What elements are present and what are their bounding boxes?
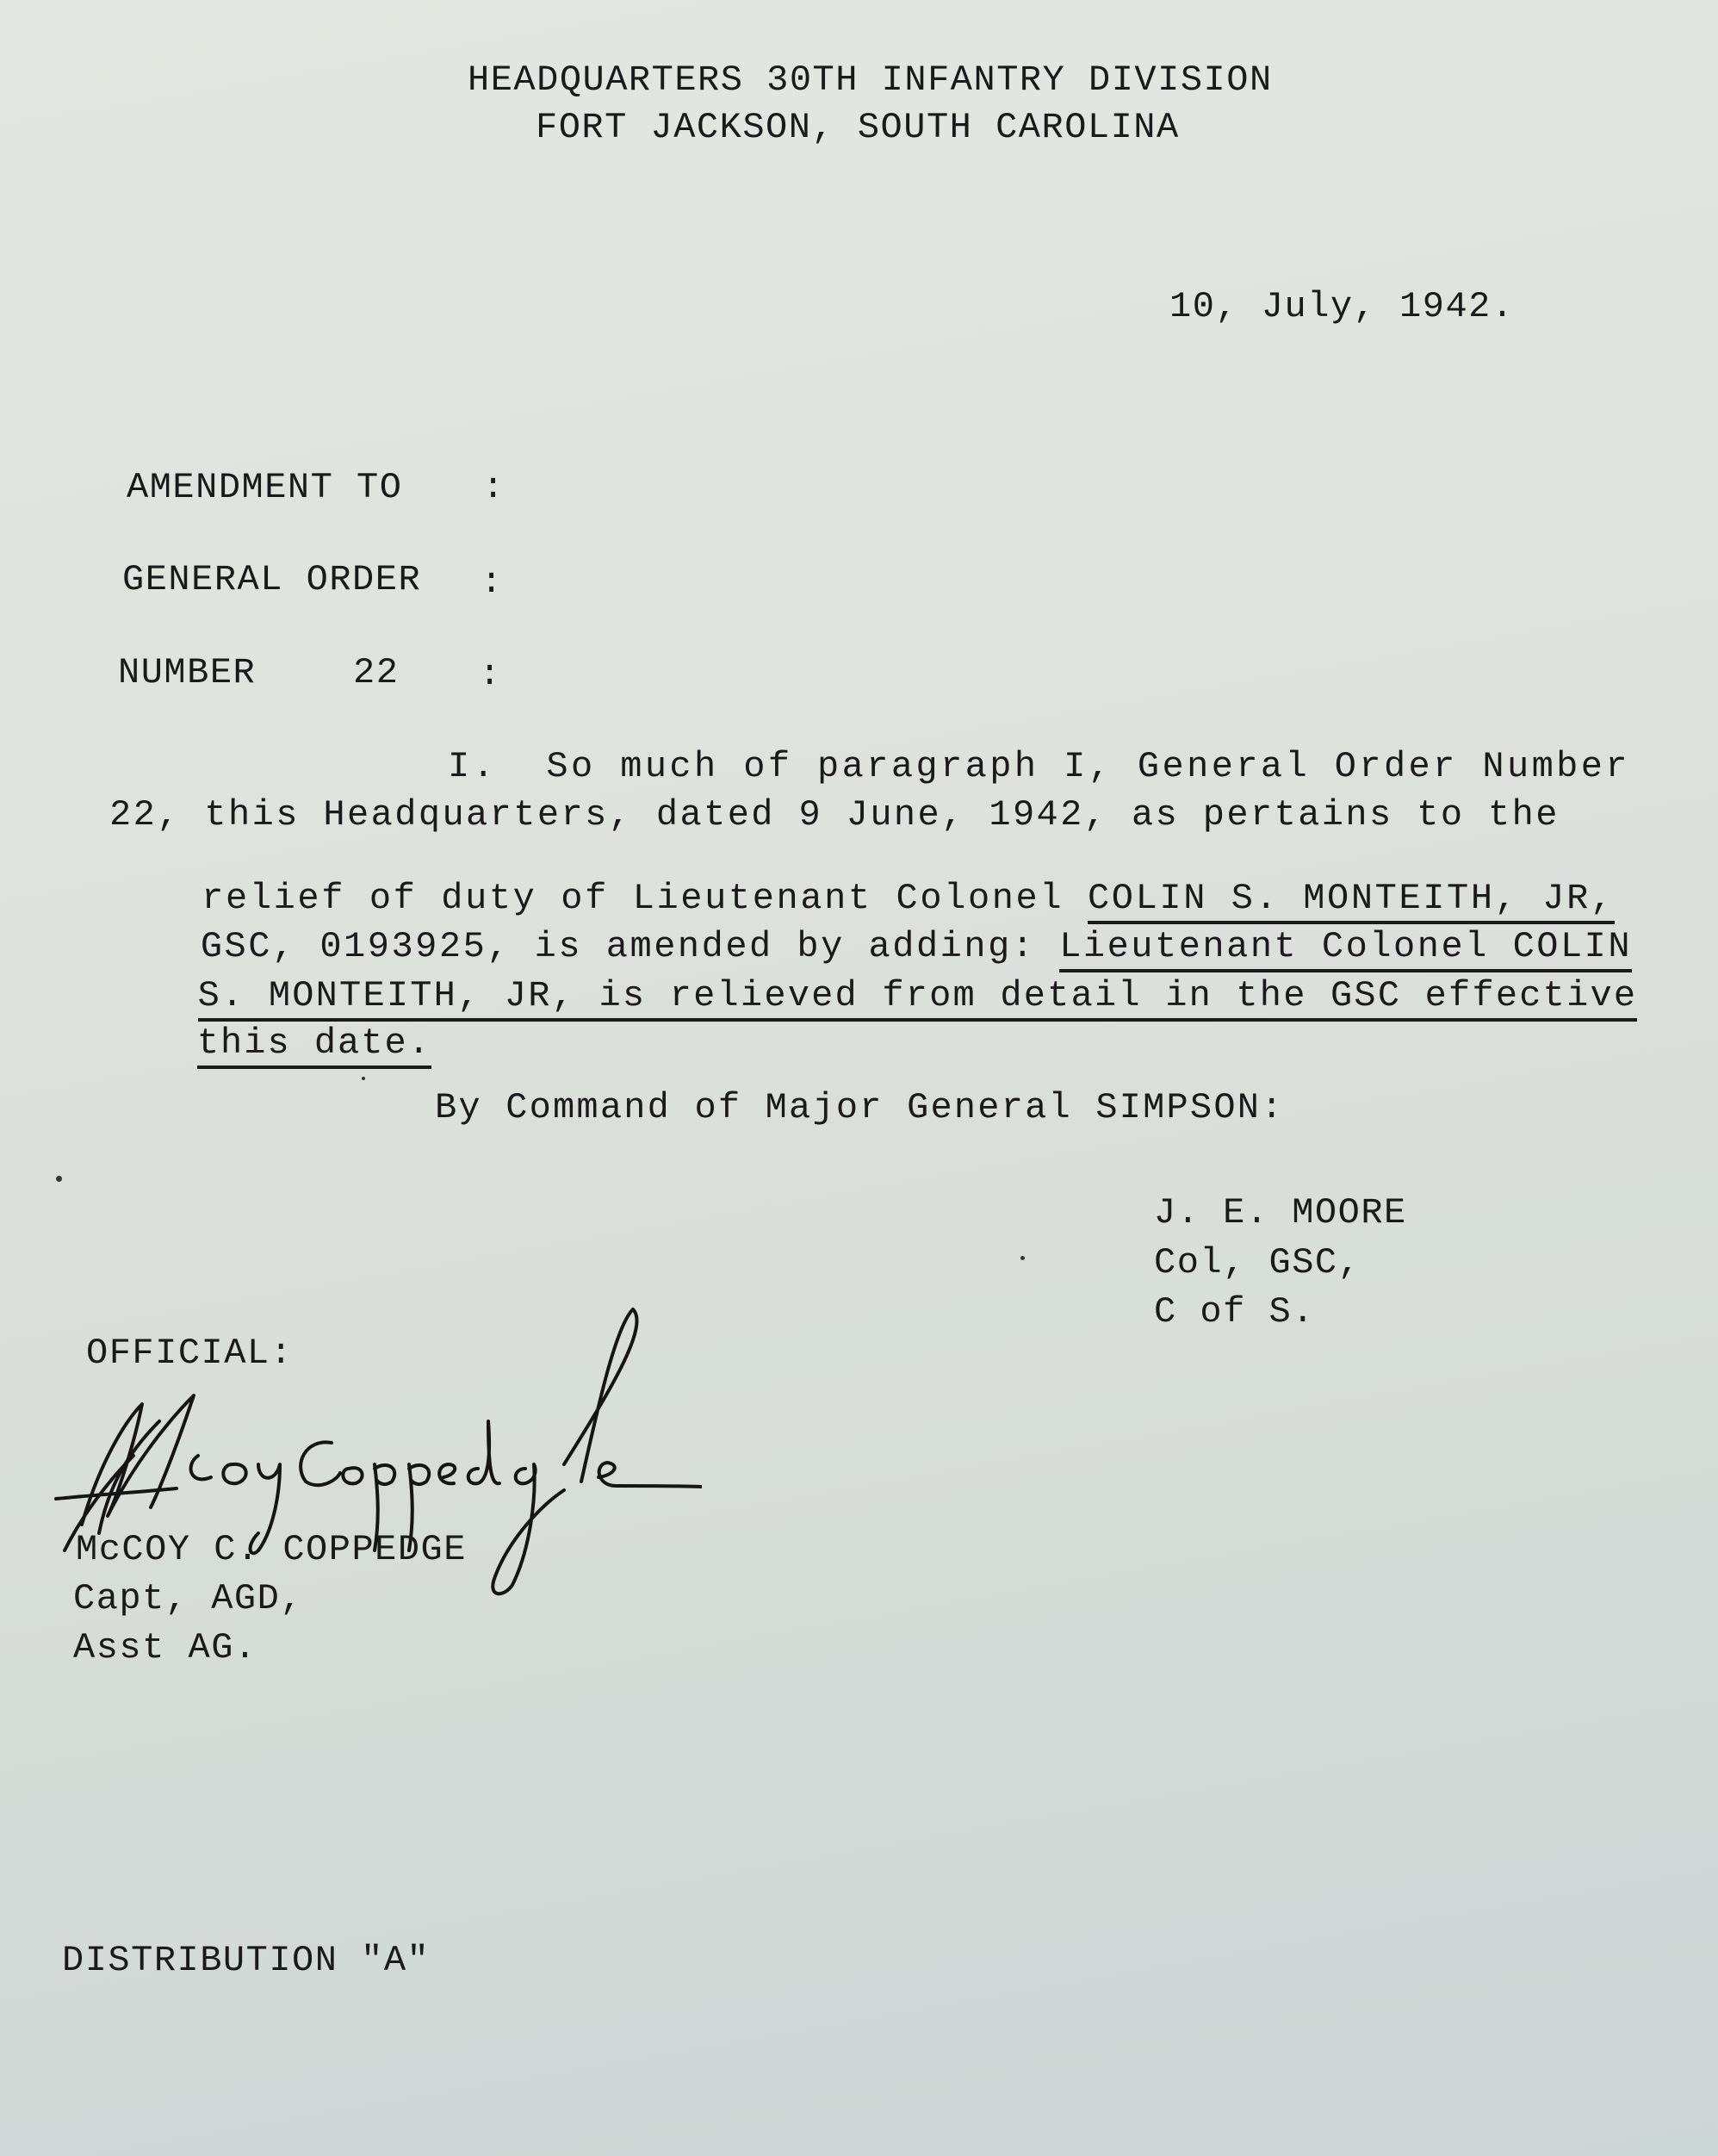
- command-line: By Command of Major General SIMPSON:: [435, 1087, 1285, 1128]
- subject-line-3-label: NUMBER: [118, 652, 257, 693]
- officer-name-underlined: COLIN S. MONTEITH, JR,: [1088, 878, 1615, 924]
- amendment-text-underlined-2: S. MONTEITH, JR, is relieved from detail in the GSC effective: [198, 975, 1638, 1022]
- paper-speck: [362, 1077, 365, 1080]
- cos-title: C of S.: [1154, 1291, 1315, 1333]
- official-label: OFFICIAL:: [86, 1333, 294, 1374]
- distribution-line: DISTRIBUTION "A": [62, 1940, 431, 1981]
- body-line-2: 22, this Headquarters, dated 9 June, 1942, as pertains to the: [109, 794, 1560, 836]
- amendment-text-underlined: Lieutenant Colonel COLIN: [1059, 926, 1632, 972]
- body-line-4-text: GSC, 0193925, is amended by adding:: [200, 926, 1060, 967]
- body-line-1: I. So much of paragraph I, General Order Number: [448, 746, 1630, 787]
- header-line-2: FORT JACKSON, SOUTH CAROLINA: [536, 107, 1180, 148]
- paper-speck: [1020, 1256, 1025, 1260]
- subject-line-3-number: 22: [353, 652, 400, 693]
- cos-name: J. E. MOORE: [1154, 1192, 1407, 1233]
- subject-colon-1: :: [482, 467, 505, 508]
- subject-colon-3: :: [479, 654, 502, 695]
- paper-speck: [56, 1176, 62, 1182]
- body-line-6: [103, 989, 431, 1097]
- document-date: 10, July, 1942.: [1169, 286, 1515, 327]
- official-title: Asst AG.: [73, 1627, 257, 1668]
- subject-colon-2: :: [481, 562, 504, 603]
- amendment-text-underlined-3: this date.: [197, 1022, 431, 1069]
- official-name: McCOY C. COPPEDGE: [76, 1529, 467, 1570]
- subject-line-1: AMENDMENT TO: [127, 467, 403, 508]
- official-rank: Capt, AGD,: [73, 1578, 304, 1619]
- body-line-3-text: relief of duty of Lieutenant Colonel: [202, 878, 1088, 919]
- header-line-1: HEADQUARTERS 30TH INFANTRY DIVISION: [468, 59, 1273, 101]
- subject-line-2: GENERAL ORDER: [122, 559, 422, 600]
- cos-rank: Col, GSC,: [1154, 1242, 1361, 1283]
